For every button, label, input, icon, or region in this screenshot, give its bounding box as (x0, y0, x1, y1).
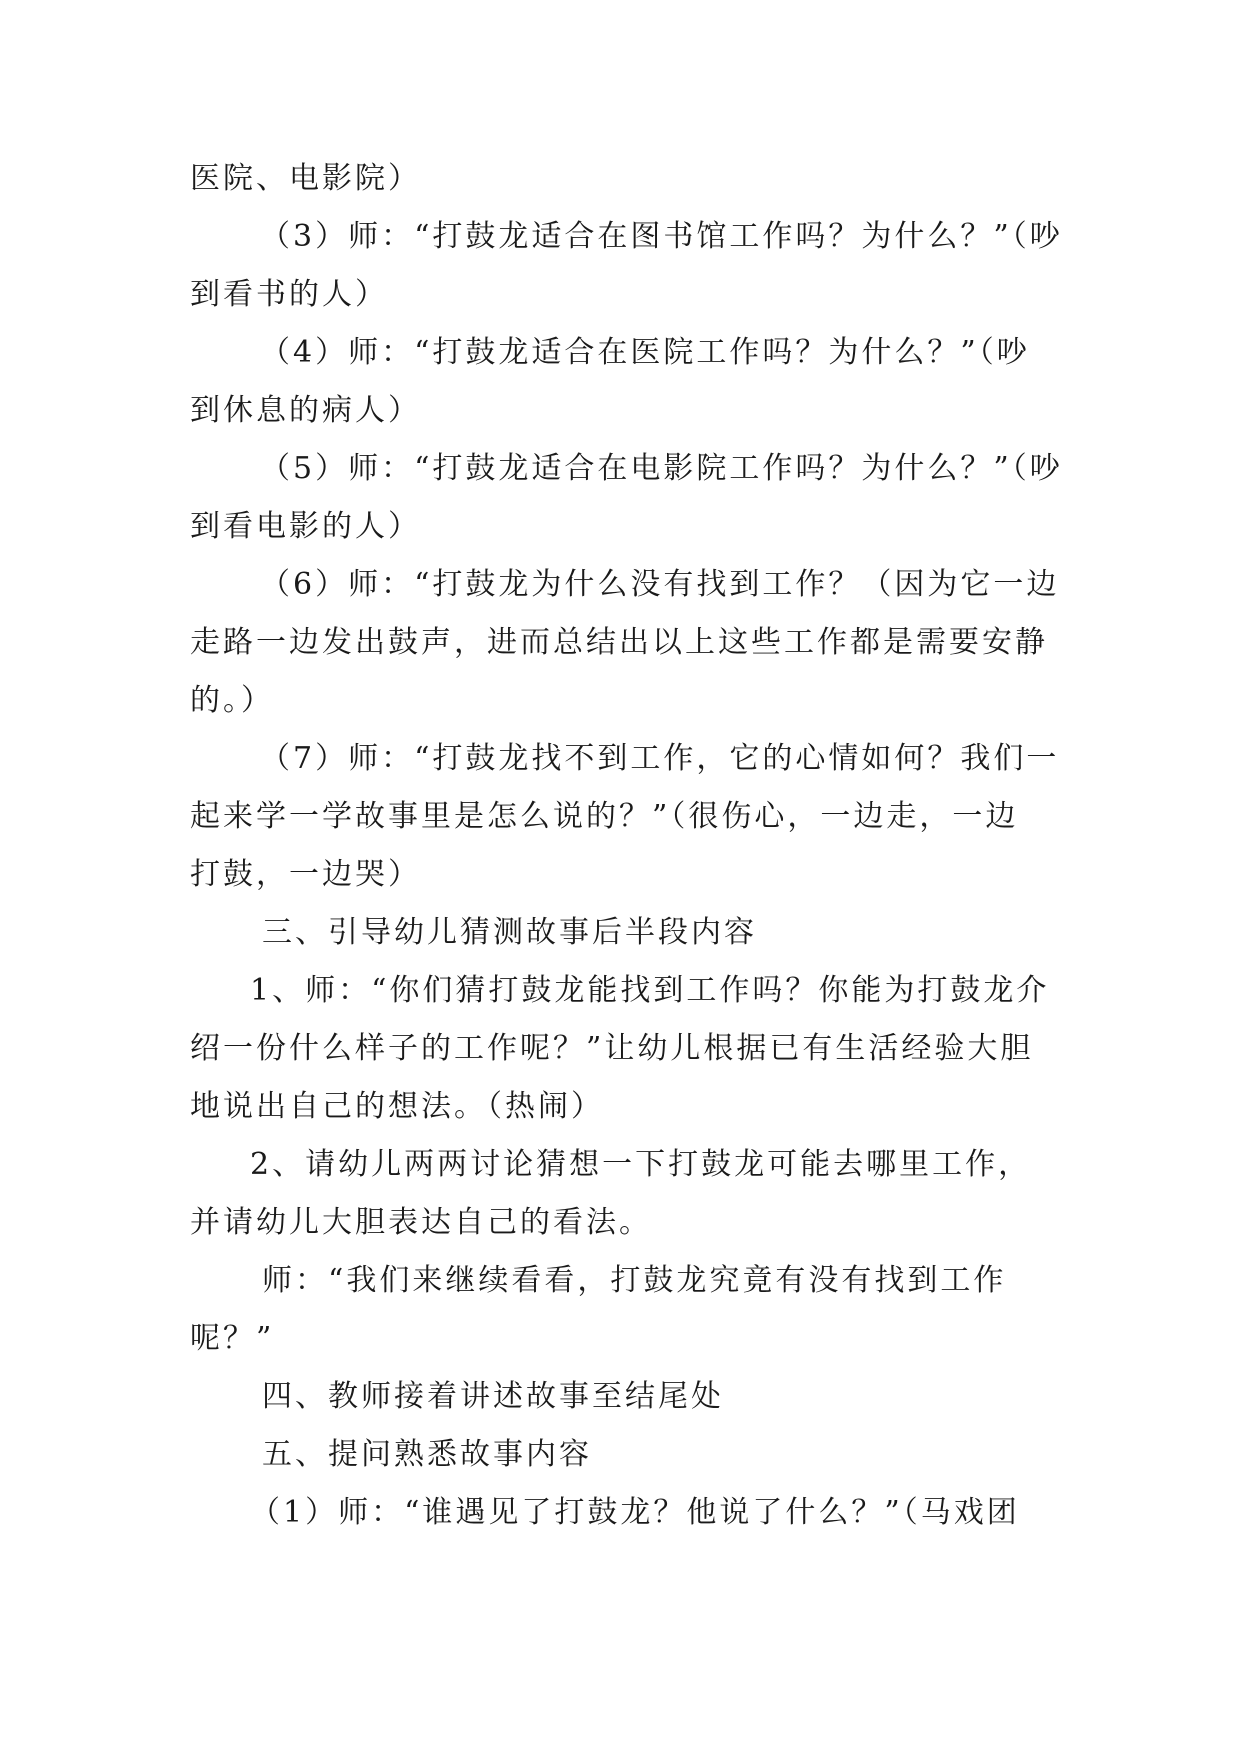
text-line: 1、师：“你们猜打鼓龙能找到工作吗？你能为打鼓龙介 (250, 973, 1050, 1008)
document-body (190, 150, 1063, 1542)
text-line: 到休息的病人） (190, 393, 421, 428)
text-line: （6）师：“打鼓龙为什么没有找到工作？（因为它一边 (260, 567, 1060, 602)
text-line: 医院、电影院） (190, 161, 421, 196)
text-line: （4）师：“打鼓龙适合在医院工作吗？为什么？”（吵 (260, 335, 1030, 370)
text-line: （1）师：“谁遇见了打鼓龙？他说了什么？”（马戏团 (250, 1495, 1020, 1530)
text-line: 起来学一学故事里是怎么说的？”（很伤心，一边走，一边 (190, 799, 1019, 834)
text-line: 师：“我们来继续看看，打鼓龙究竟有没有找到工作 (262, 1263, 1007, 1298)
text-line: 并请幼儿大胆表达自己的看法。 (190, 1205, 652, 1240)
text-line: 到看书的人） (190, 277, 388, 312)
text-line: （7）师：“打鼓龙找不到工作，它的心情如何？我们一 (260, 741, 1060, 776)
text-line: 绍一份什么样子的工作呢？”让幼儿根据已有生活经验大胆 (190, 1031, 1034, 1066)
text-line: 的。） (190, 683, 274, 718)
text-line: 2、请幼儿两两讨论猜想一下打鼓龙可能去哪里工作， (250, 1147, 1032, 1182)
text-line: 到看电影的人） (190, 509, 421, 544)
text-line: （3）师：“打鼓龙适合在图书馆工作吗？为什么？”（吵 (260, 219, 1063, 254)
text-line: 打鼓，一边哭） (190, 857, 421, 892)
text-line: 走路一边发出鼓声，进而总结出以上这些工作都是需要安静 (190, 625, 1048, 660)
section-heading: 五、提问熟悉故事内容 (262, 1437, 592, 1472)
text-line: 呢？” (190, 1321, 275, 1356)
text-line: （5）师：“打鼓龙适合在电影院工作吗？为什么？”（吵 (260, 451, 1063, 486)
text-line: 地说出自己的想法。（热闹） (190, 1089, 604, 1124)
section-heading: 四、教师接着讲述故事至结尾处 (262, 1379, 724, 1414)
section-heading: 三、引导幼儿猜测故事后半段内容 (262, 915, 757, 950)
